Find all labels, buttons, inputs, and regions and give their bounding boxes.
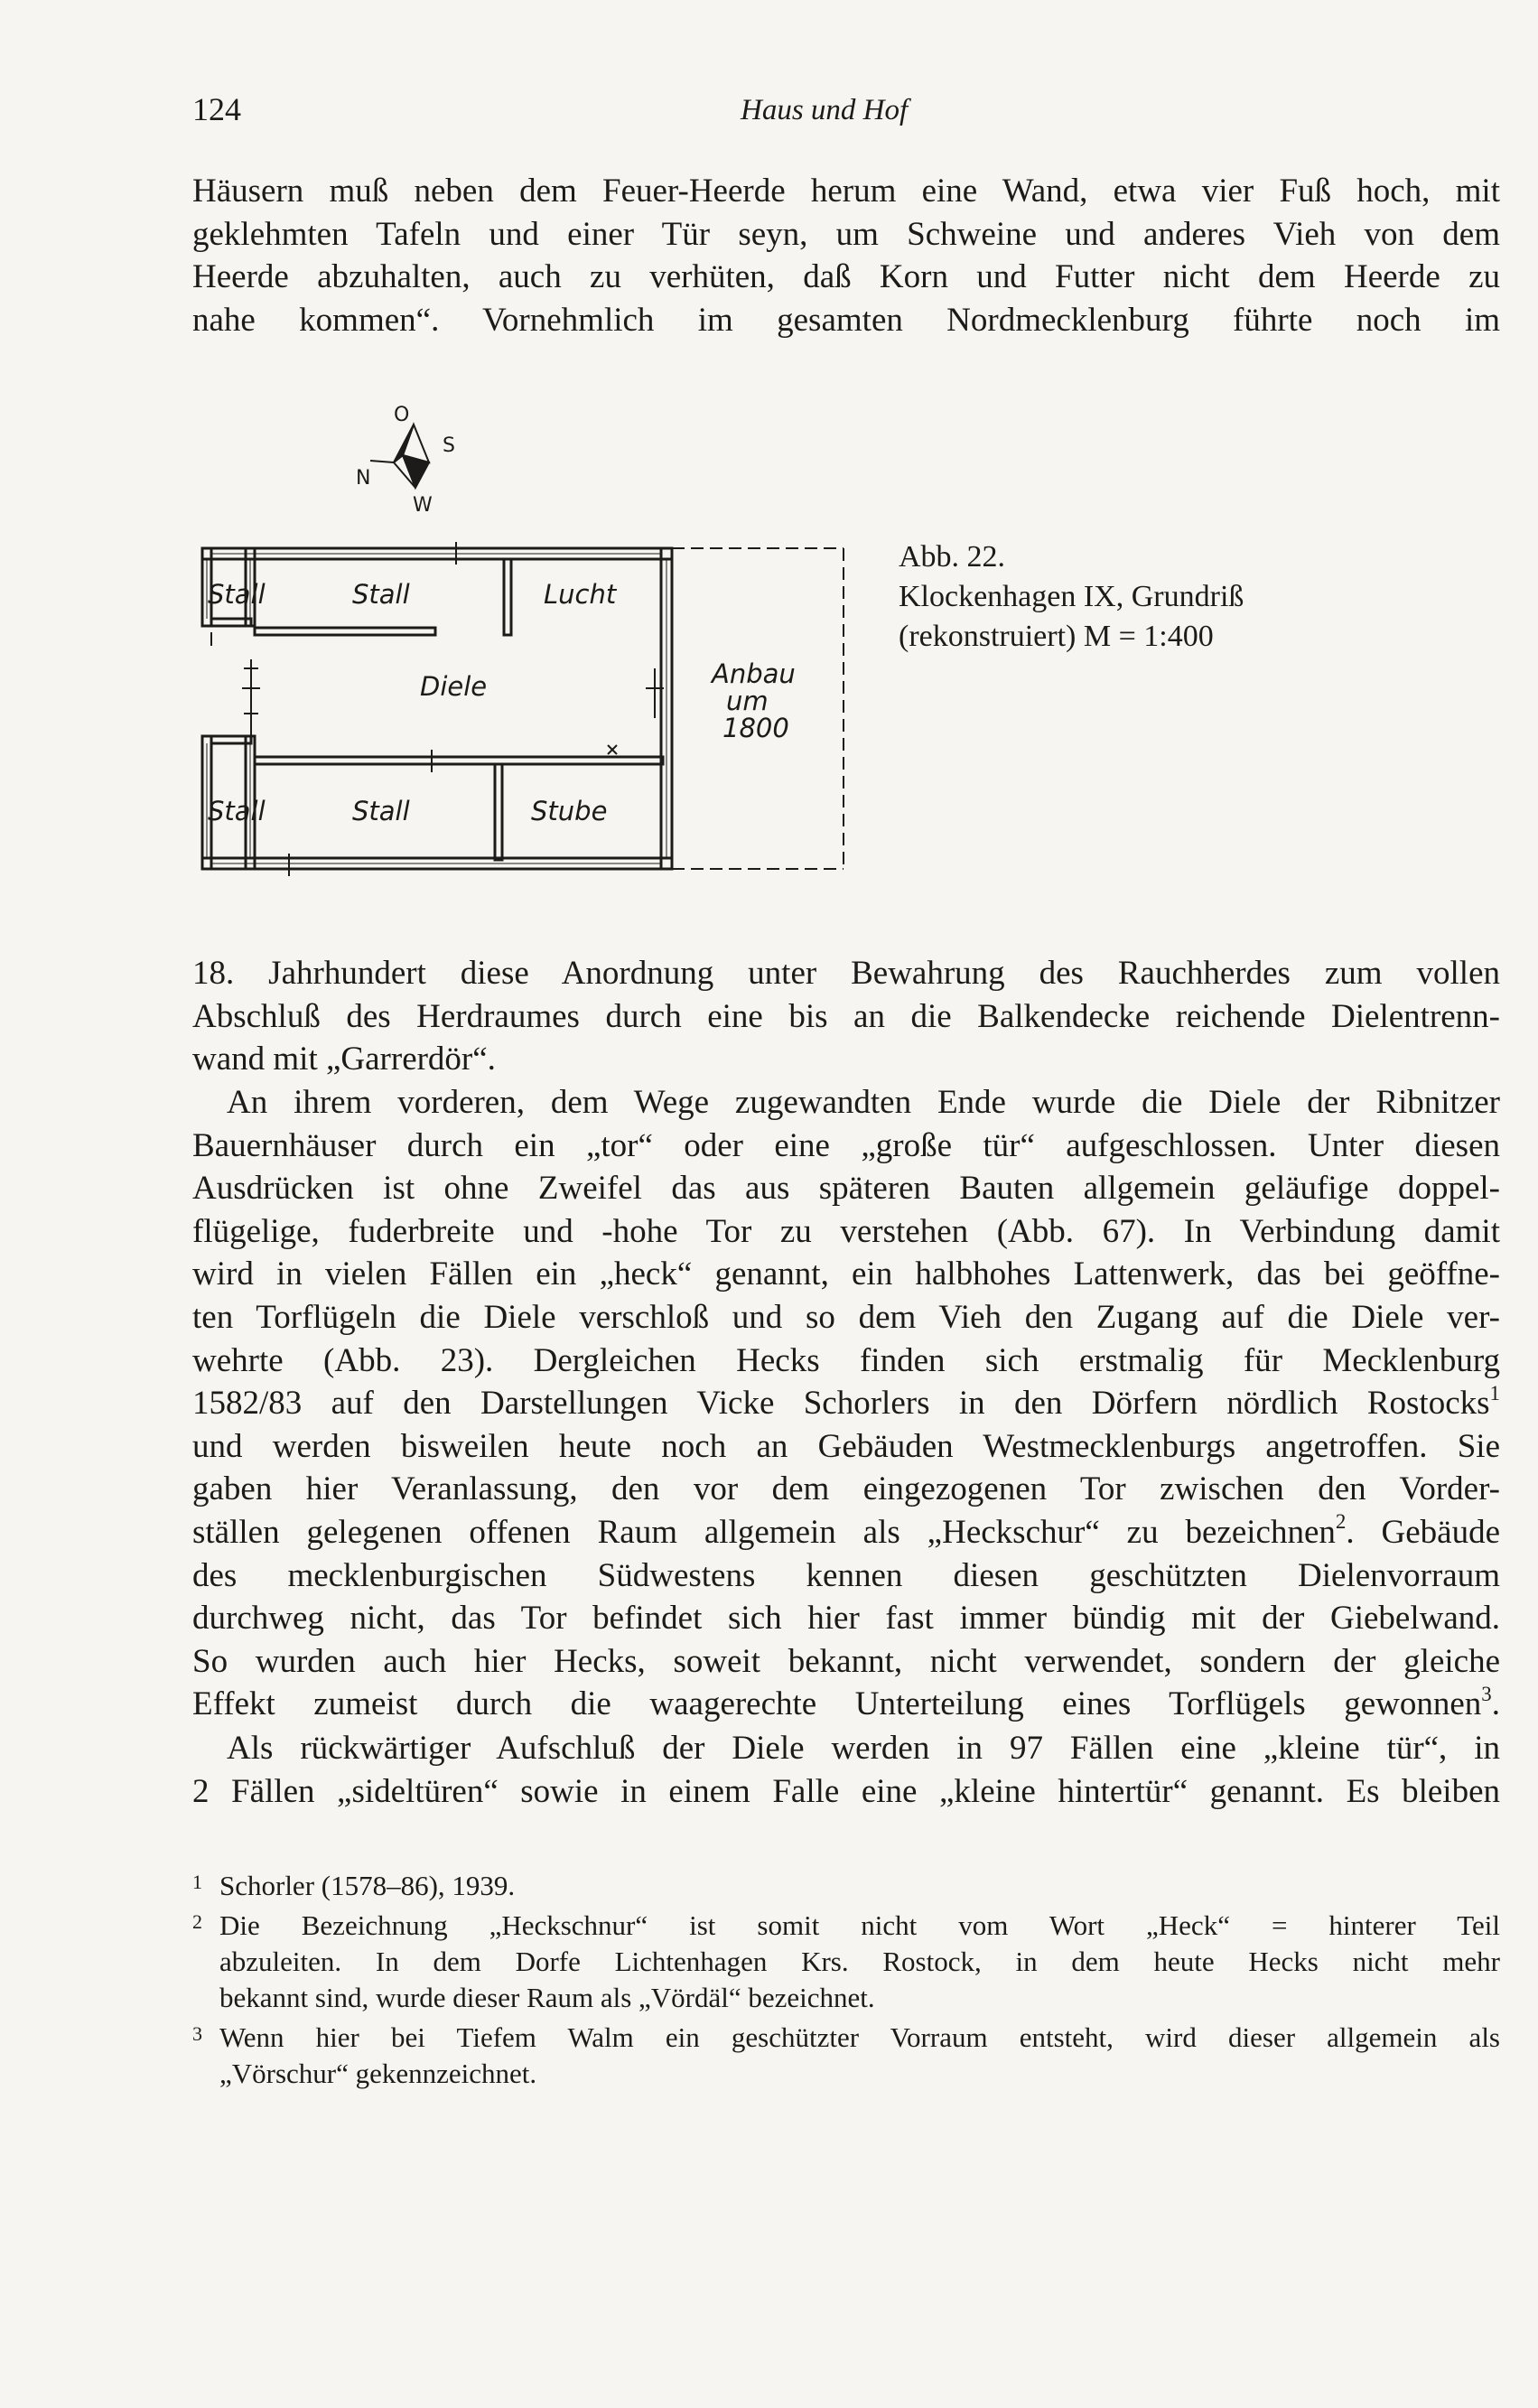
text-line — [192, 1382, 1500, 1425]
room-stall-top-left: Stall — [208, 579, 266, 610]
anbau-label-2: um — [726, 686, 769, 716]
compass-o: O — [394, 404, 410, 426]
footnote-ref: 1 — [1489, 1381, 1500, 1405]
room-lucht: Lucht — [544, 579, 617, 610]
footnote-line: Die Bezeichnung „Heckschnur“ ist somit nicht vom Wort „Heck“ = hinterer Teil — [219, 1909, 1500, 1941]
text-line: und werden bisweilen heute noch an Gebäuden Westmecklenburgs angetroffen. Sie — [192, 1427, 1500, 1465]
compass-w: W — [413, 494, 433, 517]
footnote-line: Schorler (1578–86), 1939. — [219, 1870, 516, 1901]
text-line — [192, 1683, 1500, 1726]
text-line — [192, 1511, 1500, 1554]
room-diele: Diele — [420, 671, 488, 702]
anbau-label-1: Anbau — [712, 658, 796, 689]
room-stube: Stube — [531, 796, 608, 826]
caption-line: (rekonstruiert) M = 1:400 — [899, 620, 1214, 653]
text-line: 18. Jahrhundert diese Anordnung unter Bewahrung des Rauchherdes zum vollen — [192, 955, 1500, 992]
footnote-ref: 3 — [1481, 1682, 1492, 1705]
compass-rose — [370, 425, 429, 488]
text-line: Häusern muß neben dem Feuer-Heerde herum eine Wand, etwa vier Fuß hoch, mit — [192, 173, 1500, 210]
footnote-line: abzuleiten. In dem Dorfe Lichtenhagen Krs. Rostock, in dem heute Hecks nicht mehr — [219, 1946, 1500, 1977]
floor-plan-figure — [190, 397, 853, 885]
footnote-mark: 3 — [192, 2022, 202, 2045]
running-title: Haus und Hof — [741, 94, 909, 126]
text-segment: 1582/83 auf den Darstellungen Vicke Schorlers in den Dörfern nördlich Rostocks — [192, 1385, 1490, 1423]
text-line: So wurden auch hier Hecks, soweit bekannt, nicht verwendet, sondern der gleiche — [192, 1642, 1500, 1680]
text-line: Bauernhäuser durch ein „tor“ oder eine „große tür“ aufgeschlossen. Unter diesen — [192, 1126, 1500, 1164]
text-line: geklehmten Tafeln und einer Tür seyn, um Schweine und anderes Vieh von dem — [192, 215, 1500, 253]
footnotes — [192, 1868, 1500, 2095]
page-number: 124 — [192, 91, 241, 127]
footnote — [192, 1868, 1500, 1904]
compass-n: N — [356, 467, 371, 490]
footnote-line: bekannt sind, wurde dieser Raum als „Vördäl“ bezeichnet. — [219, 1982, 875, 2013]
text-line: gaben hier Veranlassung, den vor dem eingezogenen Tor zwischen den Vorder- — [192, 1470, 1500, 1508]
footnote-mark: 2 — [192, 1910, 202, 1933]
text-line: wehrte (Abb. 23). Dergleichen Hecks finden sich erstmalig für Mecklenburg — [192, 1341, 1500, 1379]
caption-line: Abb. 22. — [899, 540, 1006, 574]
text-line: wird in vielen Fällen ein „heck“ genannt, ein halbhohes Lattenwerk, das bei geöffne- — [192, 1255, 1500, 1293]
footnote — [192, 1908, 1500, 2016]
caption-line: Klockenhagen IX, Grundriß — [899, 580, 1244, 613]
text-line: Als rückwärtiger Aufschluß der Diele werden in 97 Fällen eine „kleine tür“, in — [227, 1730, 1500, 1767]
text-segment: ställen gelegenen offenen Raum allgemein als „Heckschur“ zu bezeichnen — [192, 1513, 1336, 1551]
paragraph-3 — [192, 1727, 1500, 1813]
footnote — [192, 2020, 1500, 2092]
paragraph-2 — [192, 1081, 1500, 1726]
room-stall-top: Stall — [352, 579, 410, 610]
footnote-mark: 1 — [192, 1871, 202, 1893]
footnote-ref: 2 — [1335, 1510, 1347, 1534]
text-line: durchweg nicht, das Tor befindet sich hier fast immer bündig mit der Giebelwand. — [192, 1600, 1500, 1638]
text-line: wand mit „Garrerdör“. — [192, 1041, 496, 1078]
text-line: An ihrem vorderen, dem Wege zugewandten Ende wurde die Diele der Ribnitzer — [227, 1084, 1500, 1121]
footnote-line: Wenn hier bei Tiefem Walm ein geschützter Vorraum entsteht, wird dieser allgemein als — [219, 2021, 1500, 2053]
text-line: Ausdrücken ist ohne Zweifel das aus späteren Bauten allgemein geläufige doppel- — [192, 1170, 1500, 1208]
text-line: Heerde abzuhalten, auch zu verhüten, daß Korn und Futter nicht dem Heerde zu — [192, 258, 1500, 296]
text-line: ten Torflügeln die Diele verschloß und so dem Vieh den Zugang auf die Diele ver- — [192, 1298, 1500, 1336]
text-segment: . — [1491, 1685, 1500, 1723]
text-line: Abschluß des Herdraumes durch eine bis an die Balkendecke reichende Dielentrenn- — [192, 997, 1500, 1035]
paragraph-1 — [192, 952, 1500, 1081]
text-segment: . Gebäude — [1346, 1513, 1500, 1551]
compass-s: S — [443, 434, 455, 457]
room-stall-bottom-left: Stall — [208, 796, 266, 826]
footnote-line: „Vörschur“ gekennzeichnet. — [219, 2058, 537, 2089]
figure-caption — [899, 537, 1244, 657]
text-line: 2 Fällen „sideltüren“ sowie in einem Falle eine „kleine hintertür“ genannt. Es bleiben — [192, 1772, 1500, 1810]
anbau-label-3: 1800 — [722, 713, 789, 743]
text-segment: Effekt zumeist durch die waagerechte Unterteilung eines Torflügels gewonnen — [192, 1685, 1482, 1723]
text-line: nahe kommen“. Vornehmlich im gesamten Nordmecklenburg führte noch im — [192, 301, 1500, 339]
text-line: flügelige, fuderbreite und -hohe Tor zu verstehen (Abb. 67). In Verbindung damit — [192, 1212, 1500, 1250]
room-stall-bottom: Stall — [352, 796, 410, 826]
paragraph-top — [192, 170, 1500, 341]
text-line: des mecklenburgischen Südwestens kennen diesen geschützten Dielenvorraum — [192, 1556, 1500, 1594]
